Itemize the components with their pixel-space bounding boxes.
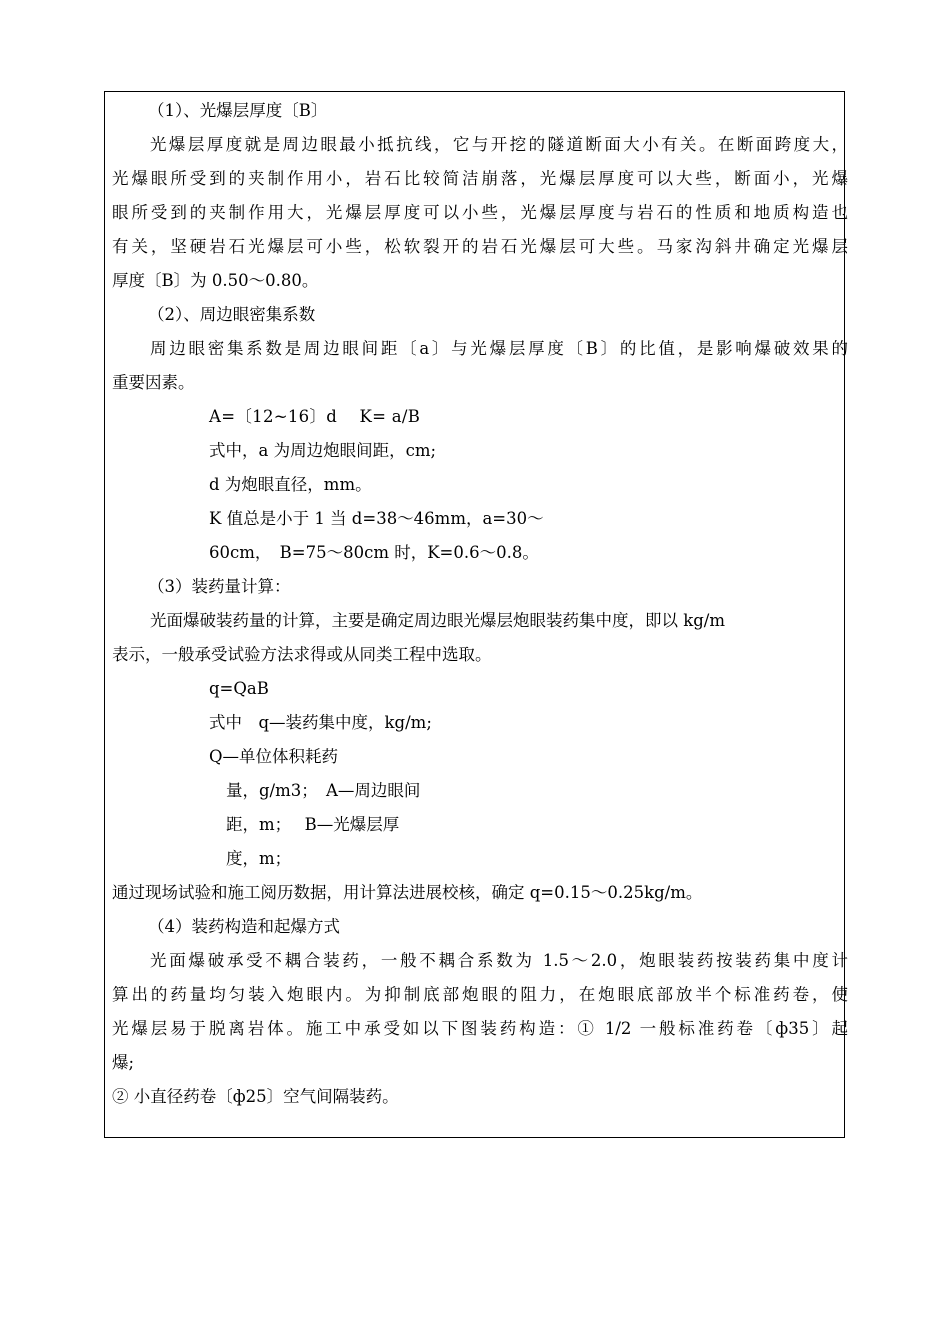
formula-line: 距，m； B—光爆层厚 [226, 815, 400, 834]
formula-line: Q—单位体积耗药 [209, 747, 339, 766]
paragraph-line: 光爆层易于脱离岩体。施工中承受如以下图装药构造：① 1/2 一般标准药卷〔ф35〕起 [112, 1019, 848, 1038]
paragraph-line: 眼所受到的夹制作用大，光爆层厚度可以小些，光爆层厚度与岩石的性质和地质构造也 [112, 203, 848, 222]
formula-line: 60cm， B=75～80cm 时，K=0.6～0.8。 [209, 543, 539, 562]
formula-line: 量，g/m3； A—周边眼间 [226, 781, 421, 800]
paragraph-line: 重要因素。 [112, 373, 195, 392]
paragraph-line: 周边眼密集系数是周边眼间距〔a〕与光爆层厚度〔B〕的比值，是影响爆破效果的 [150, 339, 848, 358]
section-heading: （1）、光爆层厚度〔B〕 [148, 101, 328, 120]
formula-line: 式中 q—装药集中度，kg/m; [209, 713, 432, 732]
document-body [112, 94, 848, 1114]
paragraph-line: 光面爆破装药量的计算，主要是确定周边眼光爆层炮眼装药集中度，即以 kg/m [150, 611, 726, 630]
formula-line: K 值总是小于 1 当 d=38～46mm，a=30～ [209, 509, 544, 528]
formula-line: d 为炮眼直径，mm。 [209, 475, 372, 494]
paragraph-line: 表示，一般承受试验方法求得或从同类工程中选取。 [112, 645, 492, 664]
paragraph-line: 有关，坚硬岩石光爆层可小些，松软裂开的岩石光爆层可大些。马家沟斜井确定光爆层 [112, 237, 848, 256]
paragraph-line: 通过现场试验和施工阅历数据，用计算法进展校核，确定 q=0.15～0.25kg/m。 [112, 883, 703, 902]
paragraph-line: 光爆眼所受到的夹制作用小，岩石比较简洁崩落，光爆层厚度可以大些，断面小，光爆 [112, 169, 848, 188]
paragraph-line: 算出的药量均匀装入炮眼内。为抑制底部炮眼的阻力，在炮眼底部放半个标准药卷，使 [112, 985, 848, 1004]
paragraph-line: 厚度〔B〕为 0.50～0.80。 [112, 271, 319, 290]
formula-line: 度，m； [226, 849, 292, 868]
section-heading: （4）装药构造和起爆方式 [148, 917, 340, 936]
formula-line: A=〔12~16〕d K= a/B [209, 407, 421, 426]
paragraph-line: ② 小直径药卷〔ф25〕空气间隔装药。 [112, 1087, 399, 1106]
paragraph-line: 光面爆破承受不耦合装药，一般不耦合系数为 1.5～2.0，炮眼装药按装药集中度计 [150, 951, 848, 970]
section-heading: （2）、周边眼密集系数 [148, 305, 316, 324]
formula-line: q=QaB [209, 679, 269, 698]
paragraph-line: 爆; [112, 1053, 135, 1072]
paragraph-line: 光爆层厚度就是周边眼最小抵抗线，它与开挖的隧道断面大小有关。在断面跨度大， [150, 135, 848, 154]
section-heading: （3）装药量计算： [148, 577, 291, 596]
formula-line: 式中，a 为周边炮眼间距，cm; [209, 441, 437, 460]
